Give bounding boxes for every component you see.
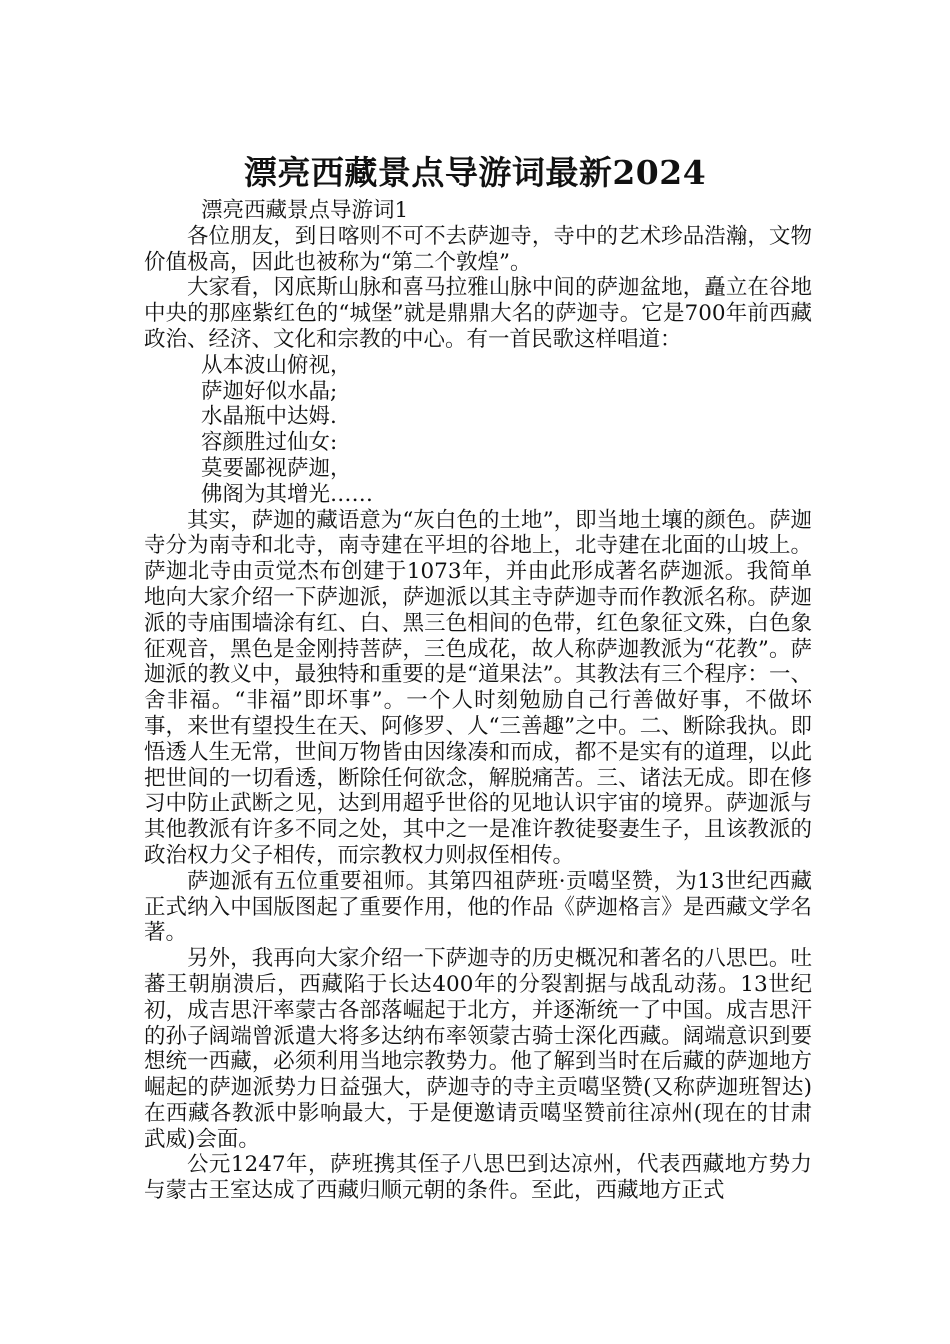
verse-line: 从本波山俯视， — [201, 352, 352, 378]
verse-line: 佛阁为其增光…… — [201, 481, 374, 507]
paragraph: 大家看，冈底斯山脉和喜马拉雅山脉中间的萨迦盆地，矗立在谷地中央的那座紫红色的“城堡”就是鼎鼎大名的萨迦寺。它是700年前西藏政治、经济、文化和宗教的中心。有一首民歌这样唱道： — [144, 275, 812, 352]
paragraph: 其实，萨迦的藏语意为“灰白色的土地”，即当地土壤的颜色。萨迦寺分为南寺和北寺，南寺建在平坦的谷地上，北寺建在北面的山坡上。萨迦北寺由贡觉杰布创建于1073年，并由此形成著名萨迦派。我简单地向大家介绍一下萨迦派，萨迦派以其主寺萨迦寺而作教派名称。萨迦派的寺庙围墙涂有红、白、黑三色相间的色带，红色象征文殊，白色象征观音，黑色是金刚持菩萨，三色成花，故人称萨迦教派为“花教”。萨迦派的教义中，最独特和重要的是“道果法”。其教法有三个程序：一、舍非福。“非福”即坏事”。一个人时刻勉励自己行善做好事，不做坏事，来世有望投生在天、阿修罗、人“三善趣”之中。二、断除我执。即悟透人生无常，世间万物皆由因缘凑和而成，都不是实有的道理，以此把世间的一切看透，断除任何欲念，解脱痛苦。三、诸法无成。即在修习中防止武断之见，达到用超乎世俗的见地认识宇宙的境界。萨迦派与其他教派有许多不同之处，其中之一是准许教徒娶妻生子，且该教派的政治权力父子相传，而宗教权力则叔侄相传。 — [144, 507, 812, 868]
verse-line: 萨迦好似水晶; — [201, 378, 338, 404]
paragraph: 萨迦派有五位重要祖师。其第四祖萨班·贡噶坚赞，为13世纪西藏正式纳入中国版图起了重要作用，他的作品《萨迦格言》是西藏文学名著。 — [144, 868, 812, 946]
page-title: 漂亮西藏景点导游词最新2024 — [243, 153, 707, 193]
section-heading: 漂亮西藏景点导游词1 — [201, 198, 409, 223]
verse-line: 水晶瓶中达姆. — [201, 404, 337, 430]
verse-line: 容颜胜过仙女: — [201, 430, 338, 456]
verse-line: 莫要鄙视萨迦， — [201, 455, 352, 481]
paragraph: 另外，我再向大家介绍一下萨迦寺的历史概况和著名的八思巴。吐蕃王朝崩溃后，西藏陷于长达400年的分裂割据与战乱动荡。13世纪初，成吉思汗率蒙古各部落崛起于北方，并逐渐统一了中国。成吉思汗的孙子阔端曾派遣大将多达纳布率领蒙古骑士深化西藏。阔端意识到要想统一西藏，必须利用当地宗教势力。他了解到当时在后藏的萨迦地方崛起的萨迦派势力日益强大，萨迦寺的寺主贡噶坚赞(又称萨迦班智达)在西藏各教派中影响最大，于是便邀请贡噶坚赞前往凉州(现在的甘肃武威)会面。 — [144, 946, 812, 1152]
document-body — [144, 198, 812, 1204]
paragraph: 各位朋友，到日喀则不可不去萨迦寺，寺中的艺术珍品浩瀚，文物价值极高，因此也被称为“第二个敦煌”。 — [144, 223, 812, 275]
paragraph: 公元1247年，萨班携其侄子八思巴到达凉州，代表西藏地方势力与蒙古王室达成了西藏归顺元朝的条件。至此，西藏地方正式 — [144, 1152, 812, 1204]
